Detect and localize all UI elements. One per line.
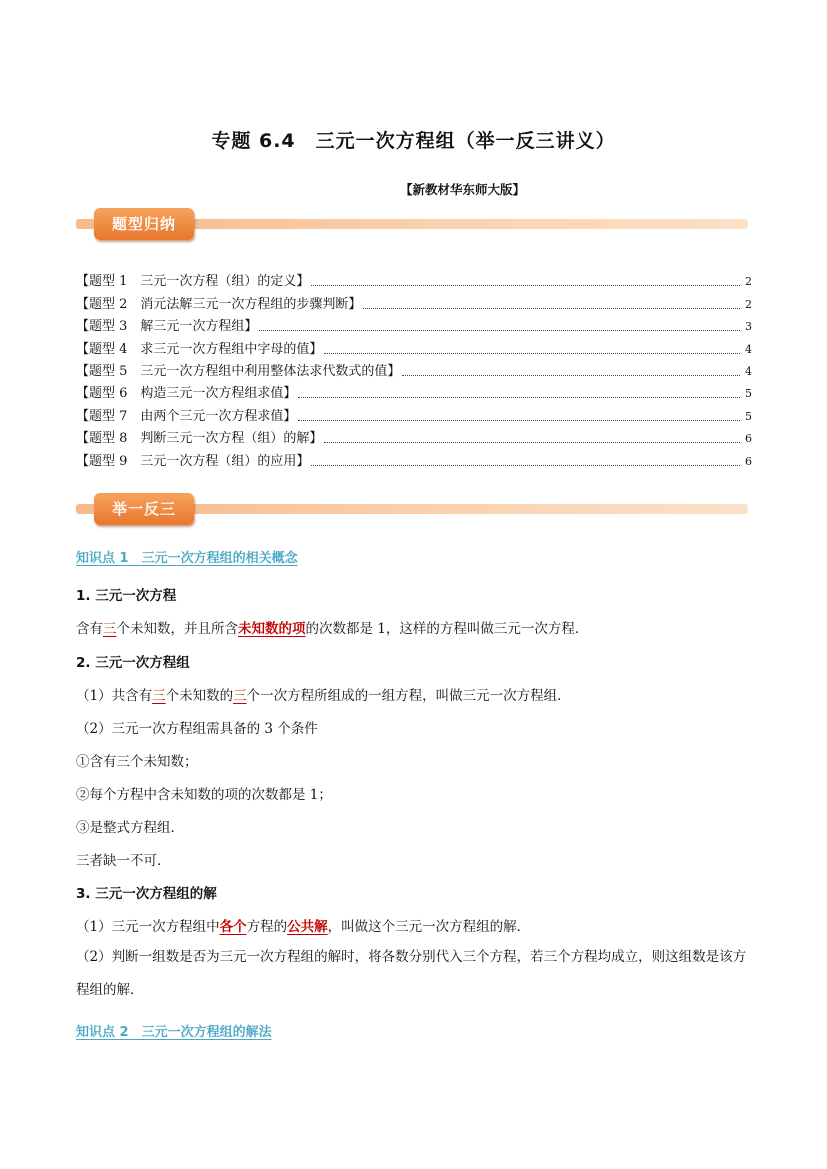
toc-page: 3 (745, 320, 752, 334)
emphasis-red-bold: 未知数的项 (238, 621, 306, 637)
toc-leader (259, 329, 740, 331)
toc-leader (324, 352, 740, 354)
toc-label: 【题型 9 三元一次方程（组）的应用】 (76, 453, 310, 469)
text: ，叫做这个三元一次方程组的解． (327, 919, 531, 935)
toc-page: 2 (745, 275, 752, 289)
section-heading-1: 1. 三元一次方程 (76, 588, 177, 604)
condition-2: ②每个方程中含未知数的项的次数都是 1； (76, 787, 332, 803)
toc-page: 4 (745, 342, 752, 356)
text: 的次数都是 1，这样的方程叫做三元一次方程． (305, 621, 589, 637)
knowledge-point-2: 知识点 2 三元一次方程组的解法 (76, 1025, 272, 1040)
paragraph-solution-definition (76, 915, 530, 935)
toc-item[interactable] (76, 335, 752, 357)
banner-tag: 举一反三 (94, 493, 194, 525)
edition-subtitle: 【新教材华东师大版】 (400, 182, 526, 197)
document-title: 专题 6.4 三元一次方程组（举一反三讲义） (211, 130, 616, 152)
summary-banner (76, 206, 748, 242)
toc-leader (363, 307, 740, 309)
toc-page: 2 (745, 297, 752, 311)
text: 个未知数的 (165, 688, 234, 704)
practice-banner (76, 491, 748, 527)
emphasis-red: 三 (233, 688, 247, 704)
section-heading-3: 3. 三元一次方程组的解 (76, 886, 217, 902)
toc-leader (324, 441, 740, 443)
conditions-summary: 三者缺一不可． (76, 853, 171, 869)
table-of-contents (76, 268, 752, 470)
text: 个未知数，并且所含 (116, 621, 238, 637)
toc-item[interactable] (76, 447, 752, 469)
paragraph-solution-check: （2）判断一组数是否为三元一次方程组的解时，将各数分别代入三个方程，若三个方程均成立，则这组数是该方程组的解． (76, 949, 747, 998)
toc-item[interactable] (76, 290, 752, 312)
toc-leader (311, 464, 740, 466)
toc-label: 【题型 4 求三元一次方程组中字母的值】 (76, 341, 323, 357)
section-heading-2: 2. 三元一次方程组 (76, 655, 190, 671)
toc-item[interactable] (76, 358, 752, 380)
toc-page: 5 (745, 409, 752, 423)
emphasis-red: 三 (152, 688, 166, 704)
toc-item[interactable] (76, 313, 752, 335)
text: 含有 (76, 621, 103, 637)
toc-item[interactable] (76, 268, 752, 290)
toc-leader (298, 396, 740, 398)
emphasis-red-bold: 各个 (219, 919, 247, 935)
emphasis-red-bold: 公共解 (287, 919, 328, 935)
toc-label: 【题型 2 消元法解三元一次方程组的步骤判断】 (76, 296, 362, 312)
toc-page: 6 (745, 454, 752, 468)
toc-page: 4 (745, 364, 752, 378)
paragraph-conditions-intro: （2）三元一次方程组需具备的 3 个条件 (76, 721, 318, 737)
toc-label: 【题型 6 构造三元一次方程组求值】 (76, 386, 297, 402)
text: （1）三元一次方程组中 (76, 919, 220, 935)
toc-label: 【题型 8 判断三元一次方程（组）的解】 (76, 431, 323, 447)
toc-page: 5 (745, 387, 752, 401)
banner-tag: 题型归纳 (94, 208, 194, 240)
toc-label: 【题型 1 三元一次方程（组）的定义】 (76, 274, 310, 290)
toc-label: 【题型 3 解三元一次方程组】 (76, 319, 258, 335)
condition-1: ①含有三个未知数； (76, 754, 198, 770)
paragraph-definition-equation (76, 617, 588, 637)
text: 方程的 (246, 919, 288, 935)
toc-item[interactable] (76, 380, 752, 402)
emphasis-red: 三 (103, 621, 117, 637)
paragraph-definition-system (76, 684, 571, 704)
text: 个一次方程所组成的一组方程，叫做三元一次方程组． (246, 688, 571, 704)
text: （1）共含有 (76, 688, 153, 704)
toc-item[interactable] (76, 402, 752, 424)
toc-label: 【题型 7 由两个三元一次方程求值】 (76, 408, 297, 424)
toc-leader (402, 374, 740, 376)
toc-label: 【题型 5 三元一次方程组中利用整体法求代数式的值】 (76, 363, 401, 379)
toc-leader (311, 284, 740, 286)
toc-page: 6 (745, 432, 752, 446)
condition-3: ③是整式方程组． (76, 820, 184, 836)
knowledge-point-1: 知识点 1 三元一次方程组的相关概念 (76, 551, 298, 566)
toc-item[interactable] (76, 425, 752, 447)
toc-leader (298, 419, 740, 421)
